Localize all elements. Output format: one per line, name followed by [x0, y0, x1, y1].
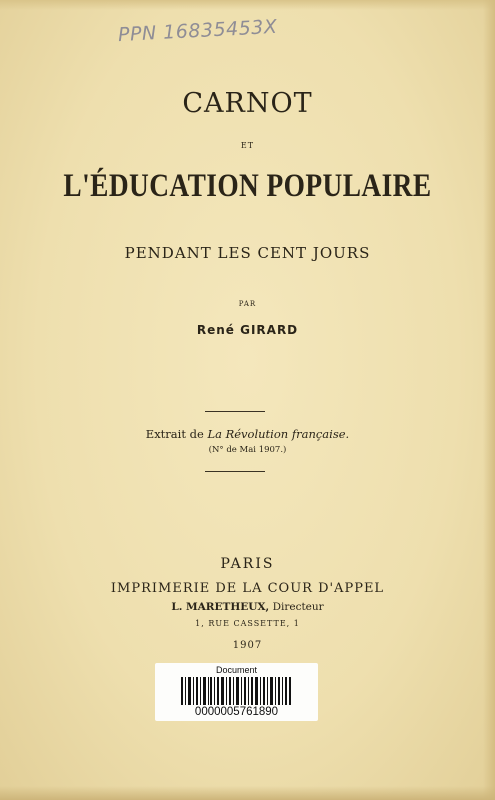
byline-par: PAR: [238, 300, 257, 308]
director-name: L. MARETHEUX,: [171, 601, 270, 613]
imprint-printer: IMPRIMERIE DE LA COUR D'APPEL: [110, 581, 385, 596]
divider-rule: [205, 471, 265, 472]
library-barcode-label: [155, 663, 318, 721]
divider-rule: [205, 411, 265, 412]
extract-prefix: Extrait de: [145, 427, 204, 441]
barcode-icon: [181, 677, 292, 705]
page-edge-shadow: [0, 786, 495, 800]
journal-title: La Révolution française.: [207, 427, 350, 441]
barcode-number: 0000005761890: [194, 706, 279, 718]
extract-note: [0, 427, 495, 441]
director-title: Directeur: [272, 601, 324, 613]
imprint-address: 1, RUE CASSETTE, 1: [195, 619, 300, 628]
handwritten-shelfmark: PPN 16835453X: [117, 15, 278, 47]
title-line-1: CARNOT: [182, 88, 313, 119]
label-heading: Document: [215, 665, 258, 675]
issue-note: (N° de Mai 1907.): [208, 445, 287, 455]
title-line-2: L'ÉDUCATION POPULAIRE: [63, 168, 432, 204]
title-connector: ET: [240, 141, 255, 150]
imprint-city: PARIS: [220, 556, 275, 572]
page-edge-shadow: [0, 0, 495, 10]
subtitle: PENDANT LES CENT JOURS: [124, 244, 371, 262]
imprint-year: 1907: [232, 640, 263, 651]
page-edge-shadow: [483, 0, 495, 800]
author-name: René GIRARD: [196, 323, 299, 337]
imprint-director: [0, 601, 495, 613]
